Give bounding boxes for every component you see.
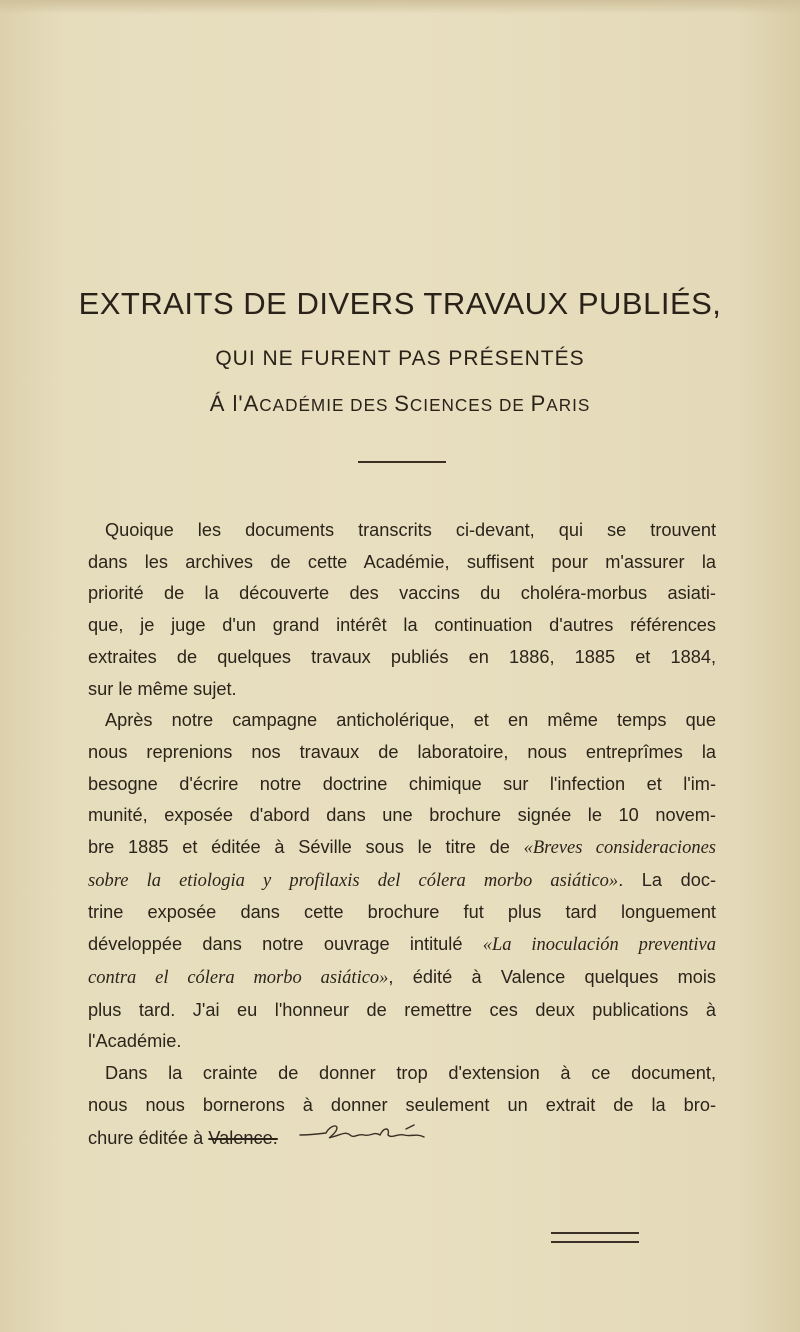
paragraph-2-line: besogne d'écrire notre doctrine chimique sur l'infection et l'im- (88, 773, 716, 794)
book-title-inoculacion-cont: contra el cólera morbo asiático» (88, 967, 389, 988)
subtitle-academy: Á l'ACADÉMIE DES SCIENCES DE PARIS (209, 391, 591, 416)
title-divider (358, 461, 446, 463)
handwritten-signature (296, 1121, 436, 1158)
subtitle: QUI NE FURENT PAS PRÉSENTÉS (215, 347, 585, 370)
paragraph-2-line: contra el cólera morbo asiático», édité à Valence quelques mois (88, 966, 716, 988)
paragraph-3-line: chure éditée à Valence. (88, 1121, 716, 1158)
paragraph-2-line: bre 1885 et éditée à Séville sous le titre de «Breves consideraciones (88, 837, 716, 859)
paragraph-2-line: munité, exposée d'abord dans une brochure signée le 10 novem- (88, 805, 716, 826)
body-text (88, 515, 716, 1158)
end-divider (551, 1232, 639, 1243)
book-title-breves-cont: sobre la etiologia y profilaxis del cólera morbo asiático» (88, 870, 619, 891)
book-title-breves: «Breves consideraciones (523, 838, 716, 859)
paragraph-1-line: extraites de quelques travaux publiés en 1886, 1885 et 1884, (88, 646, 716, 667)
paragraph-1-line: dans les archives de cette Académie, suffisent pour m'assurer la (88, 551, 716, 572)
paragraph-2-line: l'Académie. (88, 1031, 182, 1052)
title: EXTRAITS DE DIVERS TRAVAUX PUBLIÉS, (78, 286, 722, 321)
paragraph-2-line: nous reprenions nos travaux de laboratoire, nous entreprîmes la (88, 741, 716, 762)
paragraph-1-line: que, je juge d'un grand intérêt la continuation d'autres références (88, 615, 716, 636)
paragraph-1-line: sur le même sujet. (88, 678, 237, 699)
struck-word: Valence. (208, 1128, 278, 1149)
page-edge-shadow (0, 0, 800, 14)
paragraph-3-line: Dans la crainte de donner trop d'extension à ce document, (105, 1062, 716, 1083)
paragraph-2-line: Après notre campagne anticholérique, et en même temps que (105, 710, 716, 731)
paragraph-1-line: priorité de la découverte des vaccins du choléra-morbus asiati- (88, 583, 716, 604)
paragraph-1-line: Quoique les documents transcrits ci-devant, qui se trouvent (105, 520, 716, 540)
paragraph-2-line: développée dans notre ouvrage intitulé «La inoculación preventiva (88, 934, 716, 956)
paragraph-2-line: sobre la etiologia y profilaxis del cólera morbo asiático». La doc- (88, 869, 716, 891)
paragraph-3-line: nous nous bornerons à donner seulement un extrait de la bro- (88, 1094, 716, 1115)
book-title-inoculacion: «La inoculación preventiva (482, 935, 716, 956)
paragraph-2-line: plus tard. J'ai eu l'honneur de remettre ces deux publications à (88, 999, 716, 1020)
paragraph-2-line: trine exposée dans cette brochure fut plus tard longuement (88, 902, 716, 923)
